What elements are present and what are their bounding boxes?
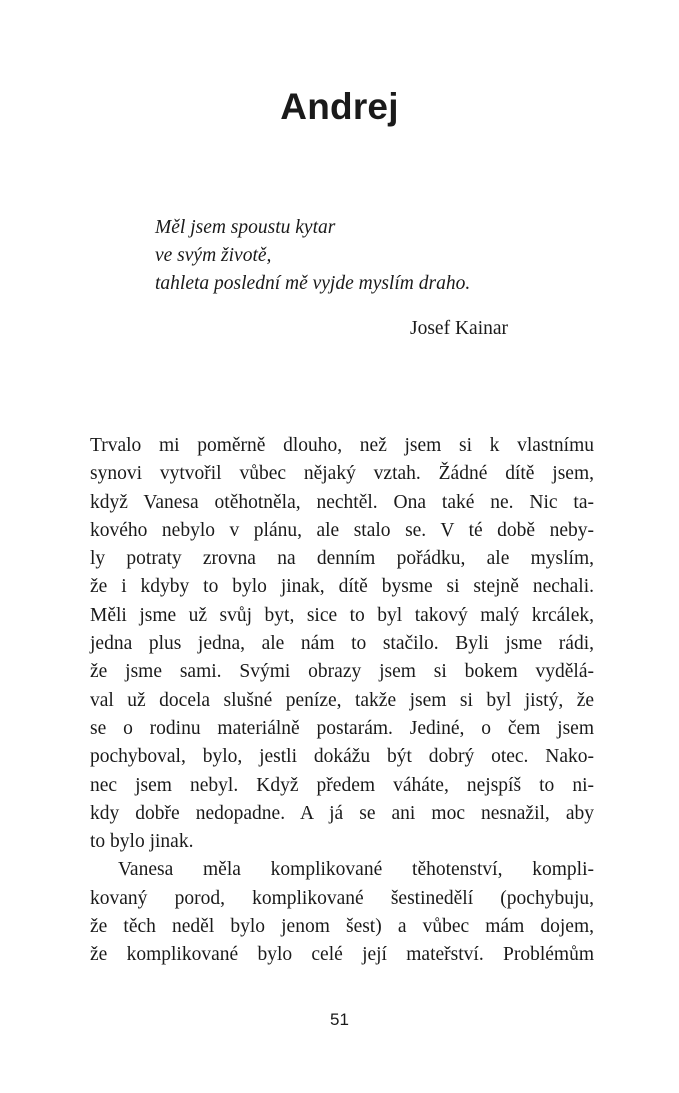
text-line: když Vanesa otěhotněla, nechtěl. Ona také ne. Nic ta- bbox=[90, 491, 594, 513]
page-number: 51 bbox=[330, 1010, 349, 1029]
text-line: ly potraty zrovna na denním pořádku, ale myslím, bbox=[90, 548, 594, 570]
epigraph-line: Měl jsem spoustu kytar bbox=[155, 217, 336, 238]
text-line: kového nebylo v plánu, ale stalo se. V té době neby- bbox=[90, 519, 594, 541]
text-line: že i kdyby to bylo jinak, dítě bysme si stejně nechali. bbox=[90, 576, 594, 598]
text-line: Měli jsme už svůj byt, sice to byl takový malý krcálek, bbox=[90, 604, 594, 626]
text-line: synovi vytvořil vůbec nějaký vztah. Žádné dítě jsem, bbox=[90, 463, 594, 485]
text-line: jedna plus jedna, ale nám to stačilo. Byli jsme rádi, bbox=[90, 633, 594, 655]
body-text bbox=[90, 432, 594, 970]
text-line: Trvalo mi poměrně dlouho, než jsem si k vlastnímu bbox=[90, 435, 594, 456]
epigraph-line: tahleta poslední mě vyjde myslím draho. bbox=[155, 273, 471, 294]
epigraph-author: Josef Kainar bbox=[410, 318, 509, 339]
text-line: nec jsem nebyl. Když předem váháte, nejspíš to ni- bbox=[90, 774, 594, 796]
text-line: kovaný porod, komplikované šestinedělí (pochybuju, bbox=[90, 887, 594, 909]
text-line: to bylo jinak. bbox=[90, 831, 194, 853]
chapter-title: Andrej bbox=[280, 86, 399, 127]
text-line: že jsme sami. Svými obrazy jsem si bokem vydělá- bbox=[90, 661, 594, 683]
text-line: Vanesa měla komplikované těhotenství, kompli- bbox=[118, 859, 594, 881]
epigraph bbox=[155, 214, 535, 339]
text-line: val už docela slušné peníze, takže jsem si byl jistý, že bbox=[90, 689, 594, 711]
text-line: pochyboval, bylo, jestli dokážu být dobrý otec. Nako- bbox=[90, 746, 594, 768]
text-line: kdy dobře nedopadne. A já se ani moc nesnažil, aby bbox=[90, 802, 594, 824]
epigraph-line: ve svým životě, bbox=[155, 245, 272, 266]
paragraph bbox=[90, 432, 594, 856]
text-line: se o rodinu materiálně postarám. Jediné, o čem jsem bbox=[90, 717, 594, 739]
text-line: že těch neděl bylo jenom šest) a vůbec mám dojem, bbox=[90, 916, 594, 938]
paragraph bbox=[90, 856, 594, 969]
text-line: že komplikované bylo celé její mateřství. Problémům bbox=[90, 944, 594, 966]
